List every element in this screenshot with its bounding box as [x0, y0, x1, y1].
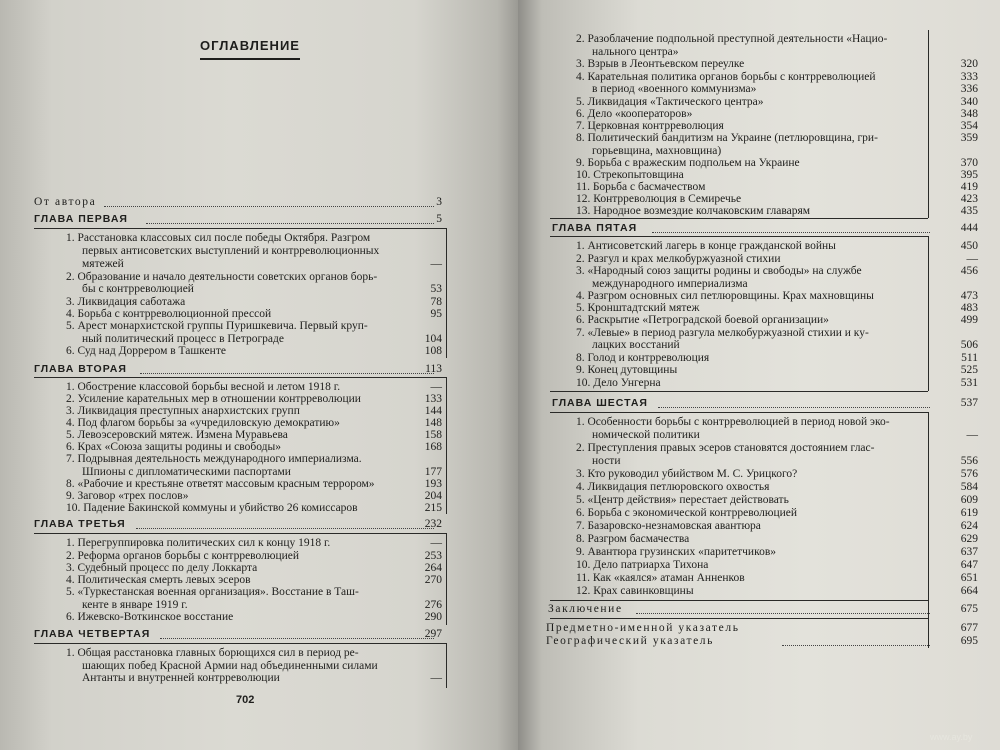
toc-entry-line: ный политический процесс в Петрограде — [82, 333, 284, 345]
toc-entry-line: 8. Разгром басмачества — [576, 533, 690, 545]
leader — [104, 206, 434, 207]
page-number: 340 — [960, 96, 978, 108]
toc-entry-line: 3. Ликвидация преступных анархистских групп — [66, 405, 300, 417]
toc-entry-line: 9. Борьба с вражеским подпольем на Украине — [576, 157, 800, 169]
page-number: 576 — [960, 468, 978, 480]
column-rule — [928, 30, 929, 218]
toc-entry-line: 5. Кронштадтский мятеж — [576, 302, 700, 314]
toc-entry-line: 4. Карательная политика органов борьбы с контрреволюцией — [576, 71, 876, 83]
title-underline — [200, 58, 300, 60]
toc-entry-line: мятежей — [82, 258, 124, 270]
toc-entry-line: 1. Расстановка классовых сил после победы Октября. Разгром — [66, 232, 371, 244]
toc-entry-line: 1. Общая расстановка главных борющихся сил в период ре- — [66, 647, 359, 659]
page-number: 144 — [424, 405, 442, 417]
page-number: 651 — [960, 572, 978, 584]
page-number: 647 — [960, 559, 978, 571]
toc-title: ОГЛАВЛЕНИЕ — [200, 38, 300, 53]
toc-entry-line: 12. Контрреволюция в Семиречье — [576, 193, 742, 205]
leader — [652, 232, 930, 233]
rule — [34, 228, 446, 229]
page-number: — — [430, 258, 442, 270]
toc-entry-line: 3. Судебный процесс по делу Локкарта — [66, 562, 258, 574]
toc-entry-line: 12. Крах савинковщины — [576, 585, 694, 597]
toc-entry-line: горьевщина, махновщина) — [592, 145, 722, 157]
toc-entry-line: 11. Борьба с басмачеством — [576, 181, 706, 193]
toc-entry-line: 4. Ликвидация петлюровского охвостья — [576, 481, 770, 493]
toc-entry-line: 1. Перегруппировка политических сил к концу 1918 г. — [66, 537, 331, 549]
leader — [636, 613, 930, 614]
toc-entry-line: 2. Образование и начало деятельности советских органов борь- — [66, 271, 378, 283]
rule — [550, 600, 928, 601]
page-number: 354 — [960, 120, 978, 132]
page-number: 177 — [424, 466, 442, 478]
page-number: 276 — [424, 599, 442, 611]
rule — [34, 533, 446, 534]
toc-entry-line: 3. «Народный союз защиты родины и свободы» на службе — [576, 265, 862, 277]
page-number: 584 — [960, 481, 978, 493]
column-rule — [446, 533, 447, 625]
conclusion-label: Заключение — [548, 603, 623, 615]
toc-entry-line: 2. Усиление карательных мер в отношении контрреволюции — [66, 393, 361, 405]
page-number: 193 — [424, 478, 442, 490]
page-number: 450 — [960, 240, 978, 252]
toc-entry-line: 6. Дело «кооператоров» — [576, 108, 693, 120]
toc-entry-line: 7. Церковная контрреволюция — [576, 120, 724, 132]
toc-entry-line: 1. Особенности борьбы с контрреволюцией в период новой эко- — [576, 416, 890, 428]
rule — [550, 236, 928, 237]
chapter-1-page: 5 — [436, 213, 442, 225]
chapter-5-page: 444 — [960, 222, 978, 234]
toc-entry-line: международного империализма — [592, 278, 748, 290]
toc-entry-line: в период «военного коммунизма» — [592, 83, 757, 95]
page-number: 348 — [960, 108, 978, 120]
toc-entry-line: 5. Арест монархистской группы Пуришкевича. Первый круп- — [66, 320, 368, 332]
page-number: 624 — [960, 520, 978, 532]
page-number: 675 — [960, 603, 978, 615]
column-rule — [446, 228, 447, 358]
page-number: 609 — [960, 494, 978, 506]
toc-entry-line: 4. Борьба с контрреволюционной прессой — [66, 308, 272, 320]
leader — [782, 645, 930, 646]
subject-index-label: Предметно-именной указатель — [546, 622, 740, 634]
leader — [160, 638, 434, 639]
toc-entry-line: 7. Базаровско-незнамовская авантюра — [576, 520, 761, 532]
toc-entry-line: 3. Взрыв в Леонтьевском переулке — [576, 58, 745, 70]
toc-entry-line: 3. Кто руководил убийством М. С. Урицкого? — [576, 468, 798, 480]
toc-entry-line: 2. Реформа органов борьбы с контрреволюцией — [66, 550, 300, 562]
page-number: 531 — [960, 377, 978, 389]
page-number: — — [430, 381, 442, 393]
toc-entry-line: 4. Политическая смерть левых эсеров — [66, 574, 251, 586]
chapter-4-title: ГЛАВА ЧЕТВЕРТАЯ — [34, 628, 151, 640]
page-number: 511 — [961, 352, 978, 364]
toc-entry-line: Антанты и внутренней контрреволюции — [82, 672, 280, 684]
page-number: 168 — [424, 441, 442, 453]
toc-entry-line: 5. Левоэсеровский мятеж. Измена Муравьева — [66, 429, 288, 441]
toc-entry-line: кенте в январе 1919 г. — [82, 599, 188, 611]
watermark: www.ay.by — [930, 732, 973, 742]
page-number: 664 — [960, 585, 978, 597]
page-number: — — [430, 537, 442, 549]
page-number: 95 — [430, 308, 442, 320]
page-number: 619 — [960, 507, 978, 519]
page-number: 333 — [960, 71, 978, 83]
page-number: 148 — [424, 417, 442, 429]
toc-entry-line: 5. «Туркестанская военная организация». Восстание в Таш- — [66, 586, 359, 598]
rule — [550, 412, 928, 413]
column-rule — [928, 412, 929, 600]
toc-entry-line: 10. Стрекопытовщина — [576, 169, 684, 181]
toc-entry-line: 4. Разгром основных сил петлюровщины. Крах махновщины — [576, 290, 874, 302]
leader — [146, 223, 434, 224]
chapter-5-title: ГЛАВА ПЯТАЯ — [552, 222, 638, 234]
rule — [550, 618, 928, 619]
column-rule — [446, 643, 447, 688]
column-rule — [928, 600, 929, 648]
toc-entry-line: шающих побед Красной Армии над объединенными силами — [82, 660, 378, 672]
toc-entry-line: 9. Заговор «трех послов» — [66, 490, 189, 502]
leader — [140, 373, 434, 374]
toc-entry-line: Шпионы с дипломатическими паспортами — [82, 466, 291, 478]
toc-entry-line: первых антисоветских выступлений и контрреволюционных — [82, 245, 380, 257]
page-number: 215 — [424, 502, 442, 514]
page-number: 370 — [960, 157, 978, 169]
column-rule — [446, 377, 447, 514]
leader — [136, 528, 434, 529]
page-number: 3 — [436, 196, 442, 208]
toc-entry-line: 1. Антисоветский лагерь в конце гражданской войны — [576, 240, 836, 252]
toc-entry-line: 10. Падение Бакинской коммуны и убийство 26 комиссаров — [66, 502, 358, 514]
toc-entry-line: 9. Авантюра грузинских «паритетчиков» — [576, 546, 777, 558]
page-number: 395 — [960, 169, 978, 181]
column-rule — [928, 236, 929, 391]
page-number: 637 — [960, 546, 978, 558]
toc-entry-line: ности — [592, 455, 621, 467]
toc-entry-line: 7. «Левые» в период разгула мелкобуржуазной стихии и ку- — [576, 327, 869, 339]
page-number: 53 — [430, 283, 442, 295]
toc-entry-line: 8. Политический бандитизм на Украине (петлюровщина, гри- — [576, 132, 878, 144]
page-number: 499 — [960, 314, 978, 326]
toc-entry-line: 6. Ижевско-Воткинское восстание — [66, 611, 234, 623]
toc-entry-line: нального центра» — [592, 46, 679, 58]
page-number: 473 — [960, 290, 978, 302]
page-number: 525 — [960, 364, 978, 376]
page-number: 677 — [960, 622, 978, 634]
toc-entry-line: 1. Обострение классовой борьбы весной и летом 1918 г. — [66, 381, 341, 393]
author-label: От автора — [34, 196, 97, 208]
chapter-2-page: 113 — [425, 363, 442, 375]
rule — [34, 643, 446, 644]
page-number: 435 — [960, 205, 978, 217]
toc-entry-line: лацких восстаний — [592, 339, 680, 351]
chapter-3-page: 232 — [424, 518, 442, 530]
toc-entry-line: 4. Под флагом борьбы за «учредиловскую демократию» — [66, 417, 340, 429]
page-number: 456 — [960, 265, 978, 277]
leader — [658, 407, 930, 408]
page-number: 264 — [424, 562, 442, 574]
chapter-1-title: ГЛАВА ПЕРВАЯ — [34, 213, 128, 225]
chapter-6-page: 537 — [960, 397, 978, 409]
right-page — [518, 0, 1000, 750]
chapter-4-page: 297 — [424, 628, 442, 640]
rule — [550, 218, 928, 219]
chapter-3-title: ГЛАВА ТРЕТЬЯ — [34, 518, 126, 530]
toc-entry-line: бы с контрреволюцией — [82, 283, 194, 295]
page-number: 419 — [960, 181, 978, 193]
toc-entry-line: 6. Крах «Союза защиты родины и свободы» — [66, 441, 281, 453]
toc-entry-line: 8. Голод и контрреволюция — [576, 352, 710, 364]
page-number: — — [430, 672, 442, 684]
toc-entry-line: 6. Борьба с экономической контрреволюцией — [576, 507, 798, 519]
page-number: — — [966, 429, 978, 441]
page-number: 629 — [960, 533, 978, 545]
page-number: 78 — [430, 296, 442, 308]
page-folio: 702 — [236, 694, 255, 706]
page-number: 204 — [424, 490, 442, 502]
page-number: 506 — [960, 339, 978, 351]
page-number: 556 — [960, 455, 978, 467]
toc-entry-line: 6. Раскрытие «Петроградской боевой организации» — [576, 314, 829, 326]
page-number: 133 — [424, 393, 442, 405]
page-number: 158 — [424, 429, 442, 441]
page-number: 108 — [424, 345, 442, 357]
toc-entry-line: 11. Как «каялся» атаман Анненков — [576, 572, 745, 584]
page-number: 483 — [960, 302, 978, 314]
page-number: 253 — [424, 550, 442, 562]
page-number: 359 — [960, 132, 978, 144]
toc-entry-line: 9. Конец дутовщины — [576, 364, 678, 376]
toc-entry-line: номической политики — [592, 429, 700, 441]
toc-entry-line: 8. «Рабочие и крестьяне ответят массовым красным террором» — [66, 478, 375, 490]
rule — [550, 391, 928, 392]
toc-entry-line: 3. Ликвидация саботажа — [66, 296, 186, 308]
chapter-2-title: ГЛАВА ВТОРАЯ — [34, 363, 127, 375]
geo-index-label: Географический указатель — [546, 635, 714, 647]
toc-entry-line: 10. Дело патриарха Тихона — [576, 559, 709, 571]
toc-entry-line: 2. Разоблачение подпольной преступной деятельности «Нацио- — [576, 33, 888, 45]
page-number: 320 — [960, 58, 978, 70]
toc-entry-line: 13. Народное возмездие колчаковским главарям — [576, 205, 811, 217]
page-number: 336 — [960, 83, 978, 95]
toc-entry-line: 5. Ликвидация «Тактического центра» — [576, 96, 764, 108]
toc-entry-line: 6. Суд над Доррером в Ташкенте — [66, 345, 226, 357]
toc-entry-line: 10. Дело Унгерна — [576, 377, 661, 389]
page-number: 290 — [424, 611, 442, 623]
toc-entry-line: 2. Разгул и крах мелкобуржуазной стихии — [576, 253, 781, 265]
page-number: — — [966, 253, 978, 265]
toc-entry-line: 2. Преступления правых эсеров становятся достоянием глас- — [576, 442, 875, 454]
page-number: 104 — [424, 333, 442, 345]
page-number: 423 — [960, 193, 978, 205]
toc-entry-line: 7. Подрывная деятельность международного империализма. — [66, 453, 362, 465]
rule — [34, 377, 446, 378]
chapter-6-title: ГЛАВА ШЕСТАЯ — [552, 397, 648, 409]
page-number: 695 — [960, 635, 978, 647]
toc-entry-line: 5. «Центр действия» перестает действовать — [576, 494, 789, 506]
page-number: 270 — [424, 574, 442, 586]
